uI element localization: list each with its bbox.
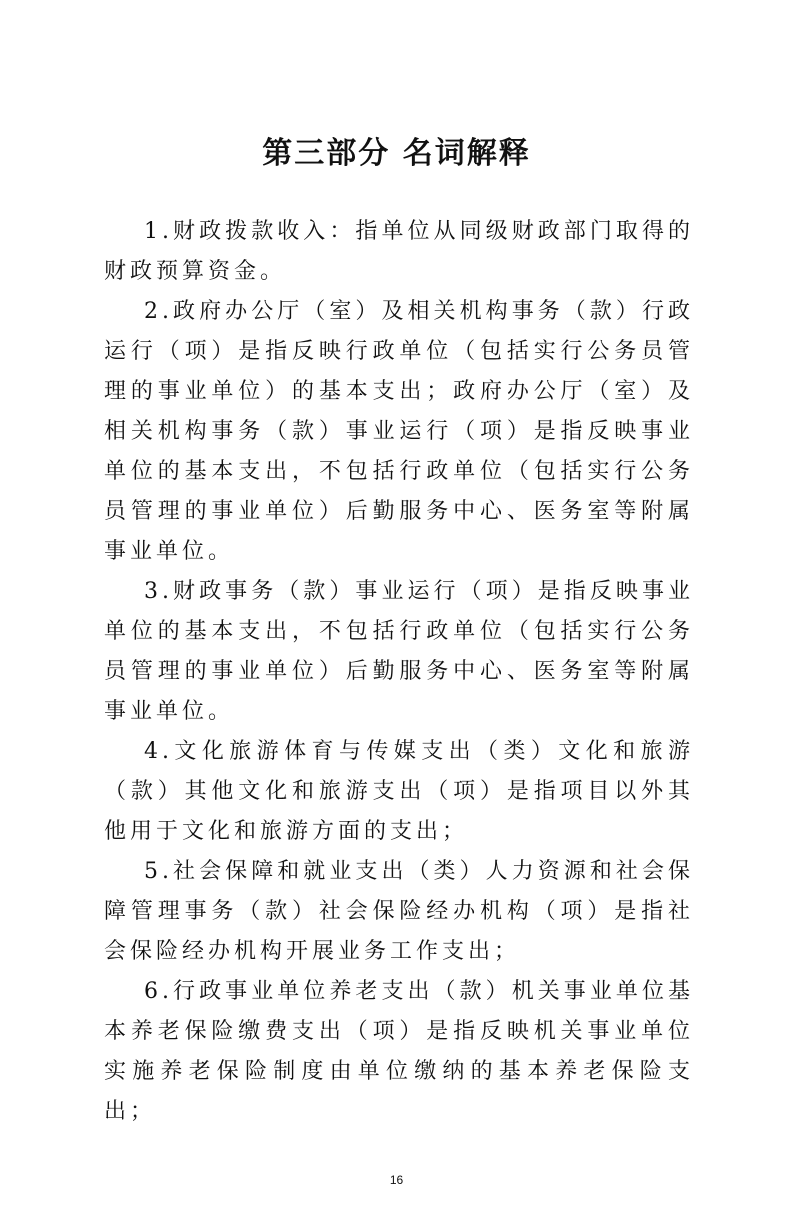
paragraph-3: 3.财政事务（款）事业运行（项）是指反映事业单位的基本支出，不包括行政单位（包括实行公务员管理的事业单位）后勤服务中心、医务室等附属事业单位。 — [104, 579, 694, 724]
paragraph-2: 2.政府办公厅（室）及相关机构事务（款）行政运行（项）是指反映行政单位（包括实行公务员管理的事业单位）的基本支出；政府办公厅（室）及相关机构事务（款）事业运行（项）是指反映事业单位的基本支出，不包括行政单位（包括实行公务员管理的事业单位）后勤服务中心、医务室等附属事业单位。 — [104, 299, 694, 564]
paragraph-4: 4.文化旅游体育与传媒支出（类）文化和旅游（款）其他文化和旅游支出（项）是指项目以外其他用于文化和旅游方面的支出； — [104, 739, 694, 844]
paragraph-5: 5.社会保障和就业支出（类）人力资源和社会保障管理事务（款）社会保险经办机构（项）是指社会保险经办机构开展业务工作支出； — [104, 859, 694, 964]
page-number: 16 — [389, 1173, 404, 1187]
document-body — [104, 212, 694, 1132]
page-title: 第三部分 名词解释 — [262, 136, 531, 171]
paragraph-6: 6.行政事业单位养老支出（款）机关事业单位基本养老保险缴费支出（项）是指反映机关事业单位实施养老保险制度由单位缴纳的基本养老保险支出； — [104, 979, 694, 1124]
paragraph-1: 1.财政拨款收入：指单位从同级财政部门取得的财政预算资金。 — [104, 219, 694, 284]
